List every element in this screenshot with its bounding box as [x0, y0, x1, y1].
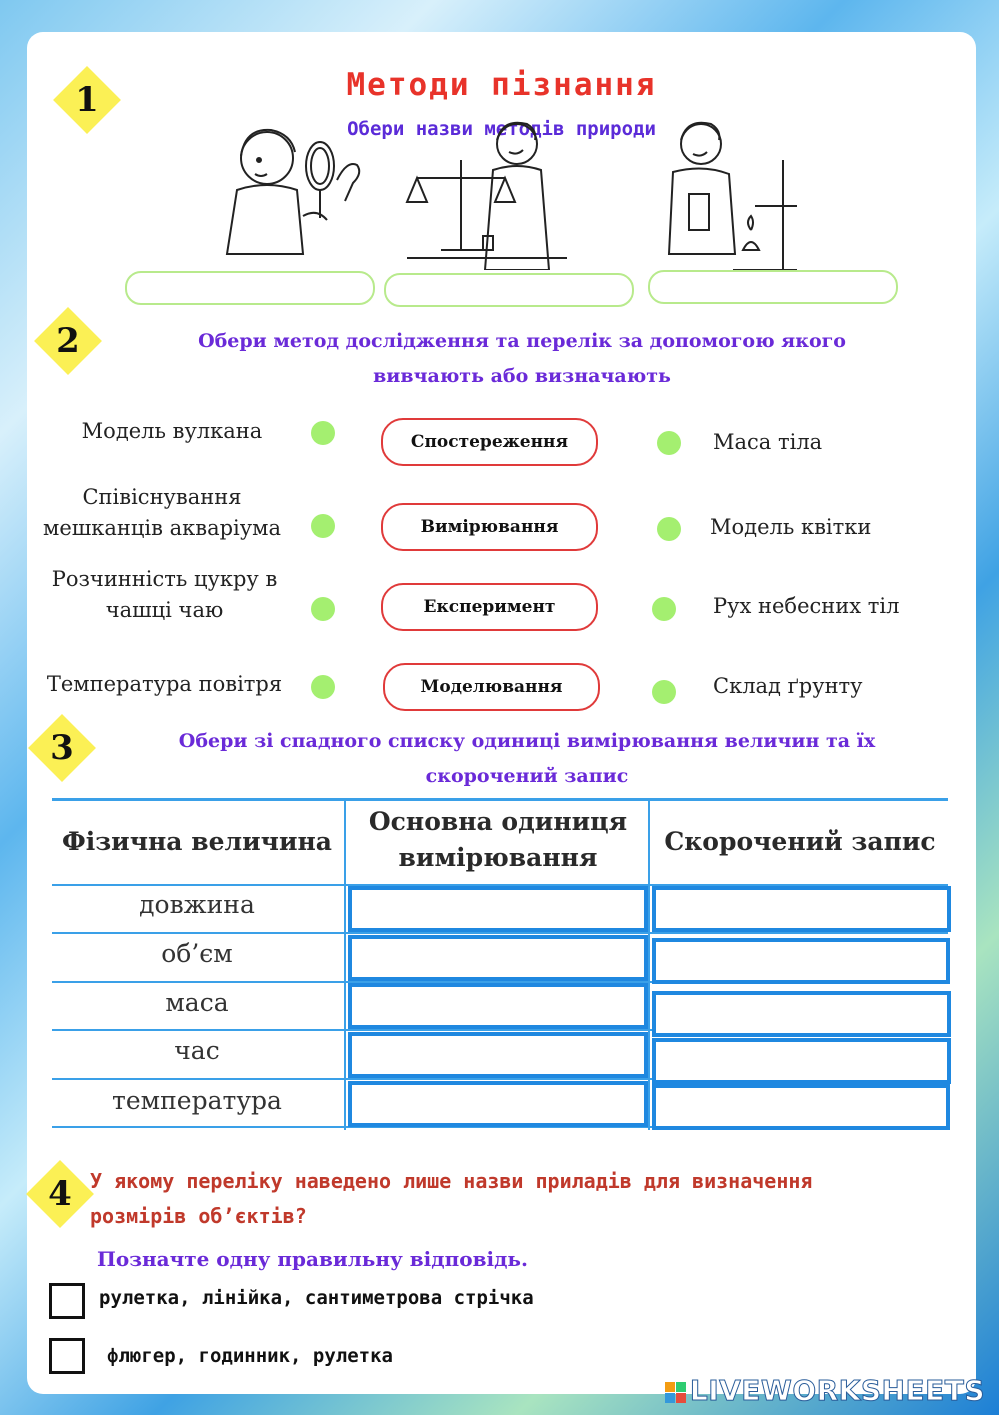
- abbr-select-mass[interactable]: [652, 991, 951, 1037]
- page-title: Методи пізнання: [346, 67, 657, 103]
- left-item-2: Співіснування мешканців акваріума: [42, 485, 281, 540]
- right-item-4: Склад ґрунту: [713, 674, 863, 698]
- right-item-1: Маса тіла: [713, 430, 823, 454]
- row-label-length: довжина: [139, 890, 255, 919]
- option-checkbox-2[interactable]: [49, 1338, 85, 1374]
- method-observation[interactable]: Спостереження: [381, 418, 598, 466]
- match-dot-left-2[interactable]: [311, 514, 335, 538]
- task-2-heading: Обери метод дослідження та перелік за допомогою якого вивчають або визначають: [198, 330, 846, 387]
- option-checkbox-1[interactable]: [49, 1283, 85, 1319]
- unit-select-length[interactable]: [348, 886, 648, 932]
- match-dot-left-4[interactable]: [311, 675, 335, 699]
- task-number-3: 3: [27, 713, 97, 783]
- units-table: [52, 798, 948, 1130]
- abbr-select-length[interactable]: [652, 886, 951, 932]
- match-dot-right-4[interactable]: [652, 680, 676, 704]
- option-label-1: рулетка, лінійка, сантиметрова стрічка: [99, 1287, 534, 1309]
- row-label-temperature: температура: [112, 1086, 282, 1115]
- unit-select-volume[interactable]: [348, 935, 648, 981]
- unit-select-mass[interactable]: [348, 983, 648, 1029]
- task-number-1: 1: [52, 65, 122, 135]
- answer-field-method-1[interactable]: [125, 271, 375, 305]
- task-number-4: 4: [25, 1159, 95, 1229]
- option-label-2: флюгер, годинник, рулетка: [107, 1345, 393, 1367]
- task-3-heading: Обери зі спадного списку одиниці вимірювання величин та їх скорочений запис: [178, 730, 876, 787]
- left-item-4: Температура повітря: [46, 672, 283, 696]
- abbr-select-temperature[interactable]: [652, 1084, 950, 1130]
- worksheet: [27, 32, 976, 1394]
- page-subtitle: Обери назви методів природи: [347, 118, 656, 140]
- method-modeling[interactable]: Моделювання: [383, 663, 600, 711]
- task-4-question: У якому переліку наведено лише назви приладів для визначення розмірів об’єктів?: [90, 1169, 813, 1228]
- task-4-instruction: Позначте одну правильну відповідь.: [97, 1247, 528, 1271]
- scientists-illustration: [217, 120, 797, 270]
- method-measurement[interactable]: Вимірювання: [381, 503, 598, 551]
- left-item-3: Розчинність цукру в чашці чаю: [51, 567, 278, 622]
- left-item-1: Модель вулкана: [81, 419, 263, 443]
- match-dot-left-1[interactable]: [311, 421, 335, 445]
- unit-select-temperature[interactable]: [348, 1081, 648, 1127]
- liveworksheets-mark-icon: [665, 1382, 686, 1403]
- liveworksheets-logo: [665, 1374, 985, 1407]
- match-dot-right-3[interactable]: [652, 597, 676, 621]
- row-label-time: час: [174, 1036, 220, 1065]
- scientist-burner-icon: [669, 123, 797, 270]
- abbr-select-volume[interactable]: [652, 938, 950, 984]
- row-label-mass: маса: [165, 988, 229, 1017]
- answer-field-method-3[interactable]: [648, 270, 898, 304]
- boy-magnifier-icon: [227, 130, 359, 254]
- column-header-abbreviation: Скорочений запис: [664, 827, 936, 856]
- row-label-volume: об’єм: [161, 939, 233, 968]
- column-header-quantity: Фізична величина: [62, 827, 332, 856]
- brand-name: LIVEWORKSHEETS: [689, 1374, 985, 1407]
- column-header-unit: Основна одиниця вимірювання: [368, 807, 628, 872]
- right-item-3: Рух небесних тіл: [713, 594, 900, 618]
- answer-field-method-2[interactable]: [384, 273, 634, 307]
- scientist-scale-icon: [407, 123, 567, 270]
- abbr-select-time[interactable]: [652, 1038, 951, 1084]
- unit-select-time[interactable]: [348, 1032, 648, 1078]
- match-dot-left-3[interactable]: [311, 597, 335, 621]
- method-experiment[interactable]: Експеримент: [381, 583, 598, 631]
- match-dot-right-1[interactable]: [657, 431, 681, 455]
- task-number-2: 2: [33, 306, 103, 376]
- match-dot-right-2[interactable]: [657, 517, 681, 541]
- right-item-2: Модель квітки: [710, 515, 872, 539]
